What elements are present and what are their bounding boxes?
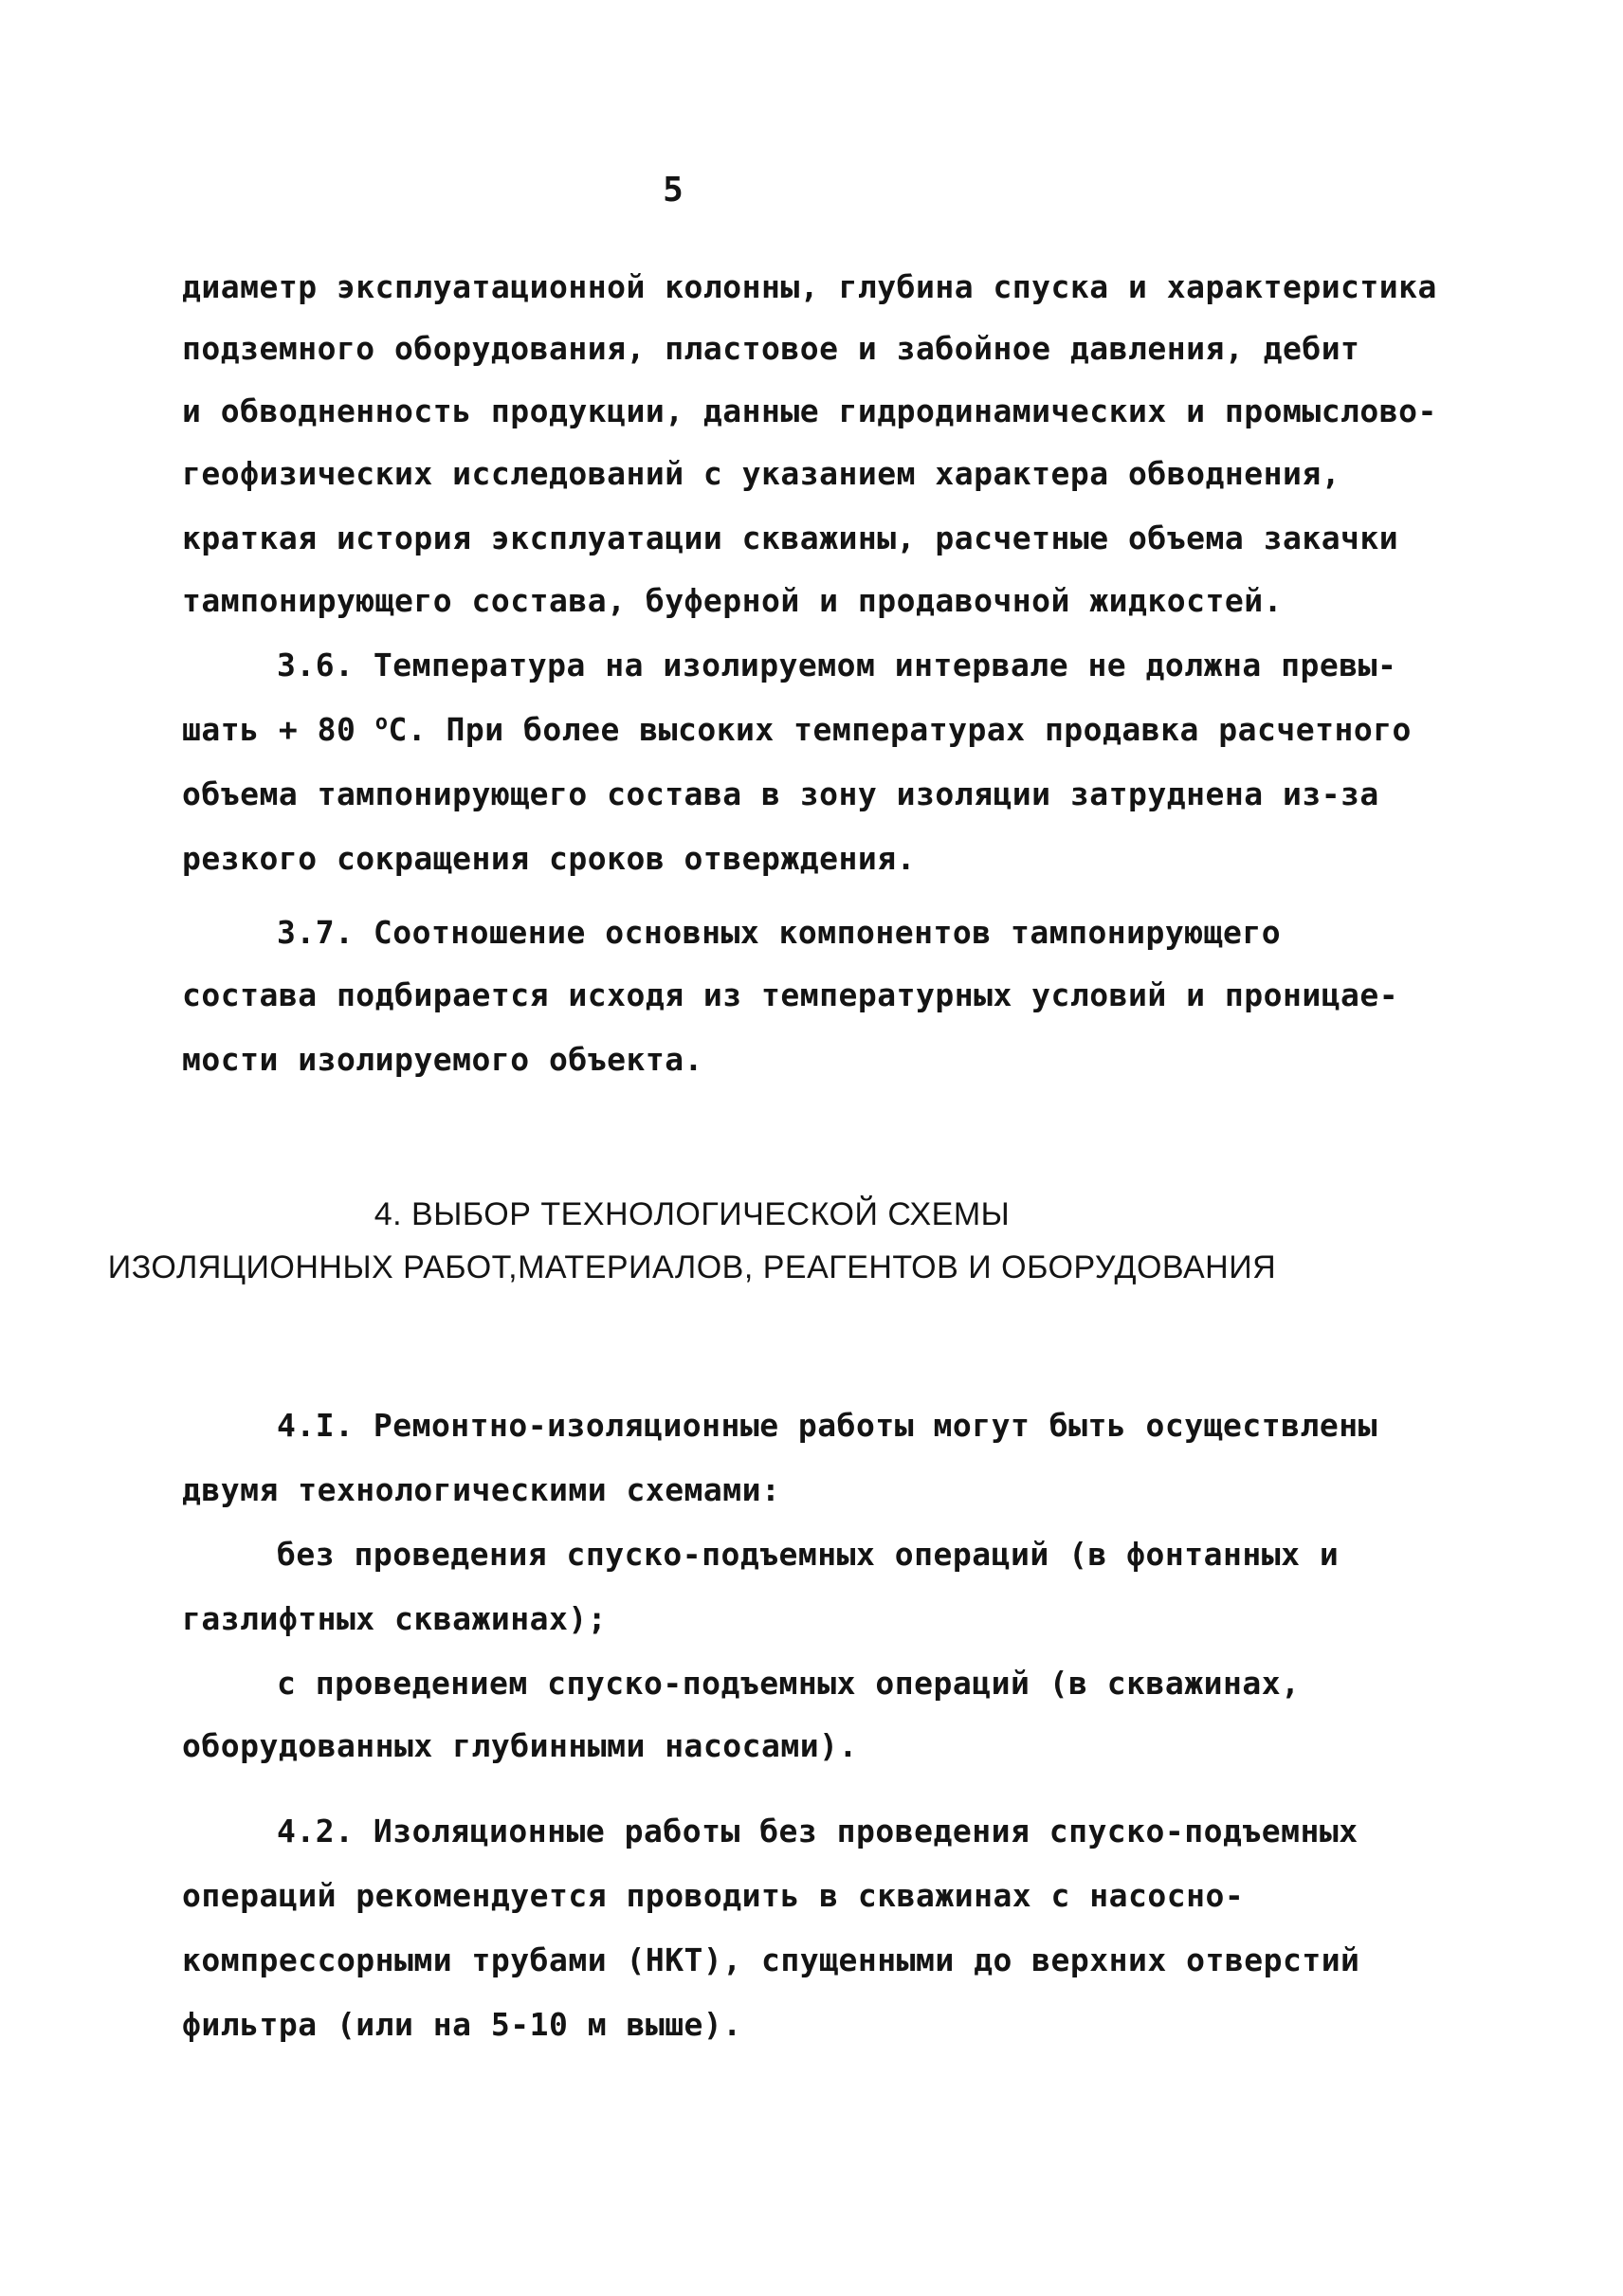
text-line: 3.6. Температура на изолируемом интервале не должна превы-	[277, 647, 1397, 683]
text-line: и обводненность продукции, данные гидродинамических и промыслово-	[182, 392, 1437, 429]
text-line: без проведения спуско-подъемных операций (в фонтанных и	[277, 1536, 1340, 1573]
text-line: 3.7. Соотношение основных компонентов тампонирующего	[277, 914, 1282, 951]
text-segment: С. При более высоких температурах продавка расчетного	[388, 711, 1412, 748]
text-line: с проведением спуско-подъемных операций (в скважинах,	[277, 1665, 1301, 1702]
degree-sign: о	[374, 711, 389, 735]
text-segment: шать + 80	[182, 711, 375, 748]
text-line: резкого сокращения сроков отверждения.	[182, 840, 916, 877]
text-line: мости изолируемого объекта.	[182, 1041, 703, 1078]
text-line: операций рекомендуется проводить в скважинах с насосно-	[182, 1877, 1245, 1914]
text-line: 4.2. Изоляционные работы без проведения спуско-подъемных	[277, 1813, 1359, 1850]
section-title-line: ИЗОЛЯЦИОННЫХ РАБОТ,МАТЕРИАЛОВ, РЕАГЕНТОВ И ОБОРУДОВАНИЯ	[107, 1249, 1277, 1285]
text-line: подземного оборудования, пластовое и забойное давления, дебит	[182, 330, 1360, 367]
text-line: компрессорными трубами (НКТ), спущенными до верхних отверстий	[182, 1941, 1360, 1978]
text-line: диаметр эксплуатационной колонны, глубина спуска и характеристика	[182, 268, 1437, 305]
text-line: тампонирующего состава, буферной и продавочной жидкостей.	[182, 582, 1283, 619]
text-line: 4.I. Ремонтно-изоляционные работы могут быть осуществлены	[277, 1407, 1377, 1444]
text-line: оборудованных глубинными насосами).	[182, 1727, 858, 1764]
section-title-line: 4. ВЫБОР ТЕХНОЛОГИЧЕСКОЙ СХЕМЫ	[374, 1196, 1011, 1232]
text-line: двумя технологическими схемами:	[182, 1471, 781, 1508]
page-number: 5	[663, 171, 684, 210]
text-line: геофизических исследований с указанием характера обводнения,	[182, 455, 1341, 492]
text-line: краткая история эксплуатации скважины, расчетные объема закачки	[182, 519, 1399, 556]
text-line: газлифтных скважинах);	[182, 1600, 608, 1637]
text-line: объема тампонирующего состава в зону изоляции затруднена из-за	[182, 775, 1379, 812]
text-line: состава подбирается исходя из температурных условий и проницае-	[182, 976, 1399, 1013]
text-line	[182, 711, 1412, 749]
text-line: фильтра (или на 5-10 м выше).	[182, 2006, 742, 2043]
